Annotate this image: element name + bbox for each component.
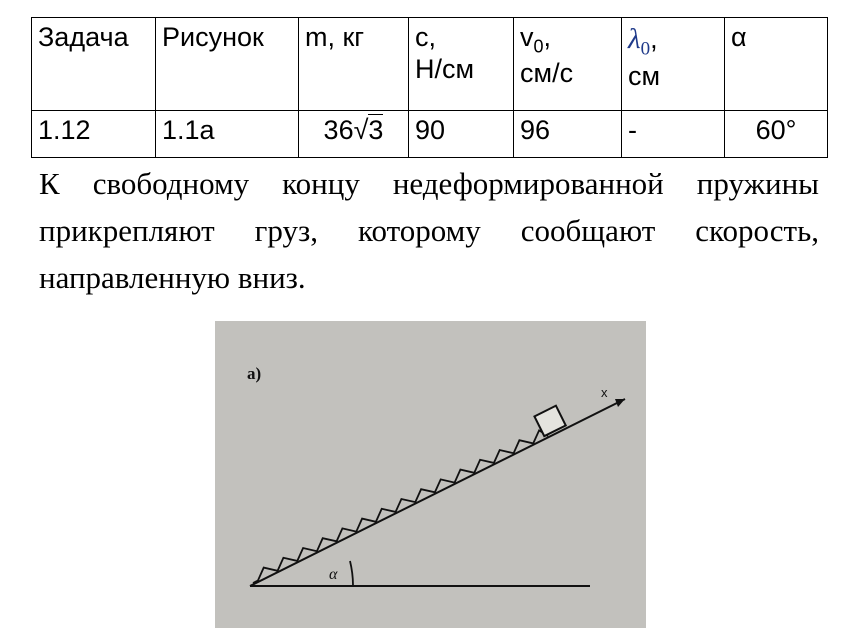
axis-label-x: x [601,385,608,400]
figure-drawing [215,321,646,628]
cell-lambda: - [622,111,725,158]
cell-alpha: 60° [725,111,828,158]
header-mass: m, кг [299,18,409,111]
incline-axis [250,399,625,586]
problem-text: К свободному концу недеформированной пружины прикрепляют груз, которому сообщают скорость, направленную вниз. [39,166,819,295]
header-figure: Рисунок [156,18,299,111]
cell-mass [299,111,409,158]
cell-mass-radical: √ [353,115,369,145]
header-velocity-unit: см/с [520,57,574,88]
table-row [32,111,828,158]
axis-arrowhead [615,399,625,407]
cell-figure: 1.1а [156,111,299,158]
cell-mass-coefficient: 36 [323,115,354,145]
header-stiffness-line1: c, [415,22,437,52]
header-lambda-unit: см [628,60,661,91]
task-data-table [31,17,828,158]
angle-label: α [329,566,338,583]
figure-label: а) [247,364,262,383]
header-lambda-comma: , [650,24,658,54]
header-lambda-symbol: λ [628,23,641,55]
cell-task: 1.12 [32,111,156,158]
cell-velocity: 96 [514,111,622,158]
cell-mass-radicand: 3 [368,115,384,145]
header-velocity-comma: , [543,22,552,52]
header-stiffness-line2: Н/см [415,53,475,84]
cell-stiffness: 90 [409,111,514,158]
header-velocity [514,18,622,111]
header-velocity-symbol: v [520,22,534,52]
angle-arc [350,561,353,585]
spring-coil [253,430,548,583]
spring-incline-figure [215,321,646,628]
header-lambda [622,18,725,111]
header-lambda-subscript: 0 [640,38,651,60]
table-header-row [32,18,828,111]
header-task: Задача [32,18,156,111]
header-velocity-subscript: 0 [533,36,544,57]
header-alpha: α [725,18,828,111]
header-stiffness [409,18,514,111]
